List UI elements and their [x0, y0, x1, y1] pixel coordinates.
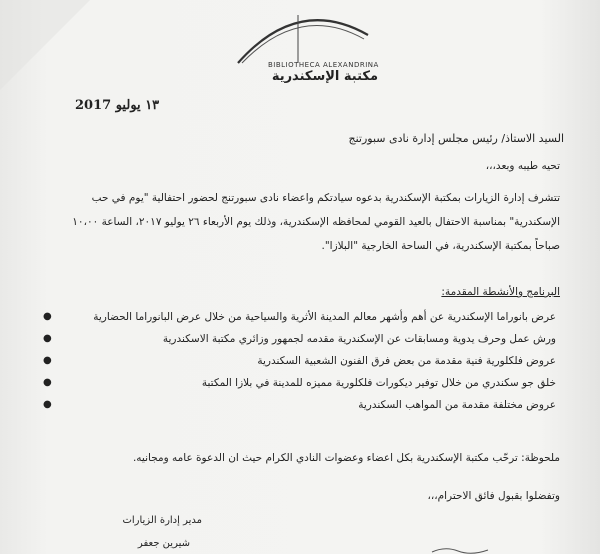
list-item: ● عرض بانوراما الإسكندرية عن أهم وأشهر معالم المدينة الأثرية والسياحية من خلال عرض البانوراما الحضارية [42, 308, 562, 330]
closing: وتفضلوا بقبول فائق الاحترام،،، [427, 490, 560, 502]
body-line: صباحاً بمكتبة الإسكندرية، في الساحة الخارجية "البلازا". [321, 240, 560, 252]
addressee: السيد الاستاذ/ رئيس مجلس إدارة نادى سبورتنج [348, 132, 564, 145]
bullet-icon: ● [43, 377, 52, 388]
logo-latin-text: BIBLIOTHECA ALEXANDRINA [268, 61, 379, 69]
note: ملحوظة: ترحّب مكتبة الإسكندرية بكل اعضاء وعضوات النادي الكرام حيث ان الدعوة عامه ومجانيه. [132, 452, 560, 464]
library-logo [228, 5, 378, 85]
letter-date: ١٣ يوليو 2017 [75, 98, 160, 113]
bullet-icon: ● [43, 311, 52, 322]
stamp-fragment-icon [430, 546, 490, 554]
scan-shadow [0, 0, 90, 90]
list-item: ● عروض مختلفة مقدمة من المواهب السكندرية [42, 396, 562, 418]
list-item: ● خلق جو سكندري من خلال توفير ديكورات فلكلورية مميزه للمدينة في بلازا المكتبة [42, 374, 562, 396]
body-line: الإسكندرية" بمناسبة الاحتفال بالعيد القومي لمحافظه الإسكندرية، وذلك يوم الأربعاء ٢٦ يوليو ٢٠١٧، الساعة ١٠،٠٠ [72, 216, 560, 228]
logo-arabic-text: مكتبة الإسكندرية [271, 69, 378, 84]
bullet-icon: ● [43, 399, 52, 410]
body-line: تتشرف إدارة الزيارات بمكتبة الإسكندرية بدعوه سيادتكم واعضاء نادى سبورتنج لحضور احتفالية "يوم في حب [91, 192, 560, 204]
signature-name: شيرين جعفر [137, 538, 190, 549]
arc-logo-icon [228, 5, 378, 67]
program-title: البرنامج والأنشطة المقدمة: [441, 286, 560, 298]
list-item: ● عروض فلكلورية فنية مقدمة من بعض فرق الفنون الشعبية السكندرية [42, 352, 562, 374]
signature-title: مدير إدارة الزيارات [122, 515, 202, 526]
bullet-icon: ● [43, 333, 52, 344]
greeting: تحيه طيبه وبعد،،، [485, 160, 560, 172]
bullet-icon: ● [43, 355, 52, 366]
list-item: ● ورش عمل وحرف يدوية ومسابقات عن الإسكندرية مقدمه لجمهور وزائري مكتبة الاسكندرية [42, 330, 562, 352]
body-paragraph [60, 186, 560, 258]
program-list [42, 308, 562, 418]
